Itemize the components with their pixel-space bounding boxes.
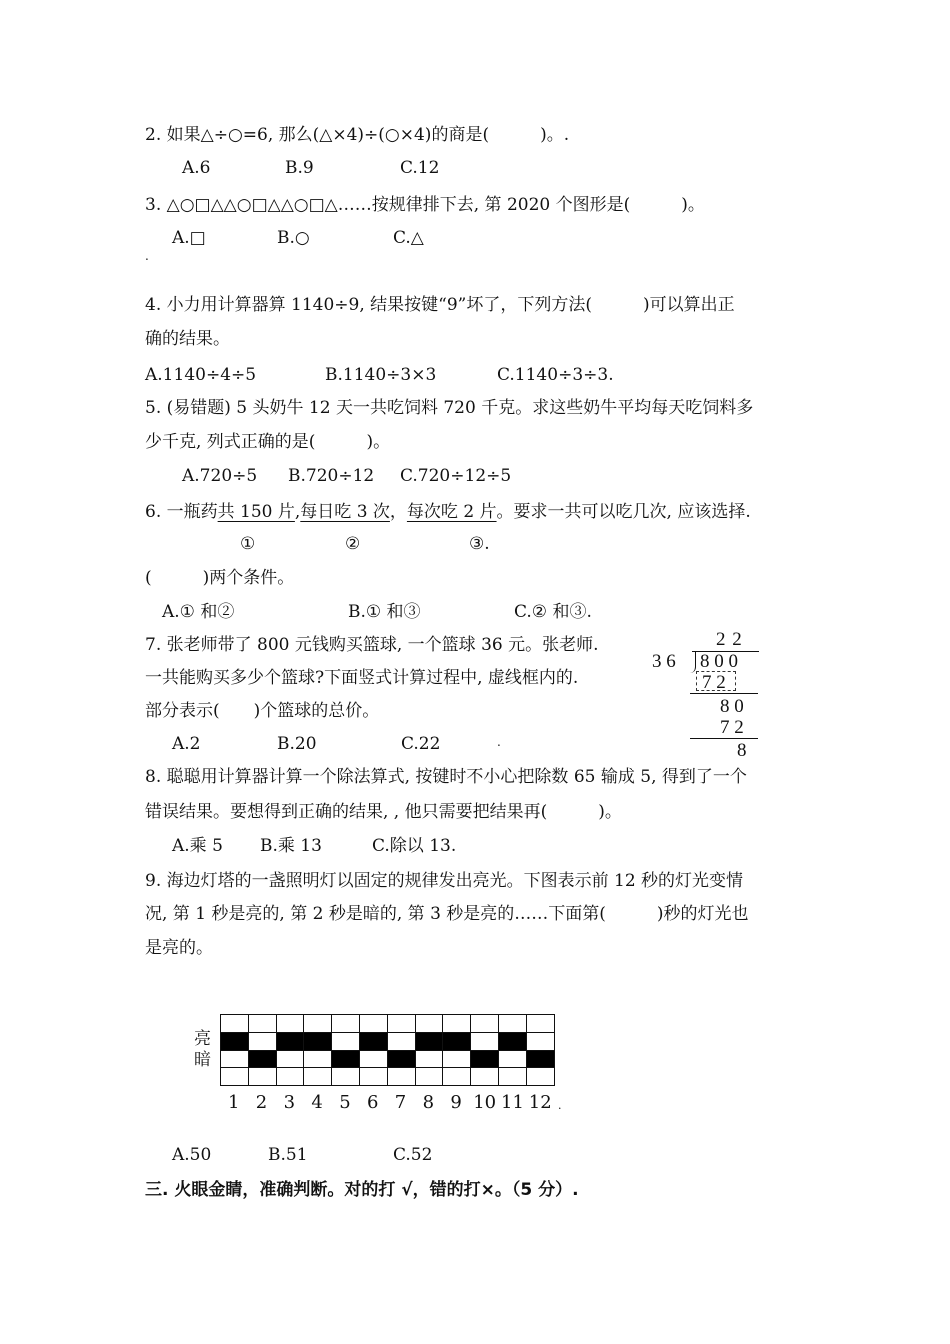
- q8-option-a: A.乘 5: [172, 836, 223, 856]
- grid-row: [221, 1050, 555, 1068]
- empty-cell: [221, 1015, 249, 1033]
- q8-line1: 8. 聪聪用计算器计算一个除法算式, 按键时不小心把除数 65 输成 5, 得到了一个: [145, 767, 747, 787]
- empty-cell: [359, 1015, 387, 1033]
- empty-cell: [304, 1015, 332, 1033]
- empty-cell: [359, 1050, 387, 1068]
- grid-row: [221, 1015, 555, 1033]
- q6-condition-3: 每次吃 2 片: [406, 502, 497, 522]
- bright-cell: [415, 1032, 443, 1050]
- empty-cell: [276, 1015, 304, 1033]
- empty-cell: [276, 1050, 304, 1068]
- tick-label: 11: [501, 1092, 524, 1113]
- q2-option-b: B.9: [285, 158, 314, 178]
- label-bright: 亮: [194, 1029, 211, 1049]
- division-divisor: 3 6: [652, 651, 676, 672]
- q5-line2: 少千克, 列式正确的是( )。: [145, 432, 391, 452]
- q6-option-a: A.① 和②: [162, 602, 235, 622]
- empty-cell: [332, 1032, 360, 1050]
- q6-condition-2: 每日吃 3 次: [300, 502, 390, 522]
- q3-option-a: A.□: [172, 228, 206, 248]
- q7-line2: 一共能购买多少个篮球?下面竖式计算过程中, 虚线框内的.: [145, 668, 579, 688]
- q9-option-c: C.52: [393, 1145, 433, 1165]
- q8-line2: 错误结果。要想得到正确的结果, , 他只需要把结果再( )。: [145, 802, 622, 822]
- q5-option-a: A.720÷5: [182, 466, 258, 486]
- tick-label: 5: [339, 1092, 351, 1113]
- section3-title: 三. 火眼金睛，准确判断。对的打 √，错的打×。（5 分）.: [145, 1180, 579, 1200]
- q5-option-c: C.720÷12÷5: [400, 466, 512, 486]
- empty-cell: [359, 1068, 387, 1086]
- q3-stem: 3. △○□△△○□△△○□△……按规律排下去, 第 2020 个图形是( )。: [145, 195, 705, 215]
- empty-cell: [443, 1050, 471, 1068]
- empty-cell: [415, 1068, 443, 1086]
- bright-cell: [443, 1032, 471, 1050]
- division-rule-2: [690, 738, 758, 739]
- grid-row: [221, 1068, 555, 1086]
- empty-cell: [498, 1015, 526, 1033]
- q8-option-c: C.除以 13.: [372, 836, 457, 856]
- empty-cell: [498, 1068, 526, 1086]
- q4-line2: 确的结果。: [145, 329, 230, 349]
- q4-option-b: B.1140÷3×3: [325, 365, 437, 385]
- label-dark: 暗: [194, 1050, 211, 1070]
- q9-line1: 9. 海边灯塔的一盏照明灯以固定的规律发出亮光。下图表示前 12 秒的灯光变情: [145, 871, 744, 891]
- bright-cell: [276, 1032, 304, 1050]
- empty-cell: [221, 1068, 249, 1086]
- empty-cell: [498, 1050, 526, 1068]
- dark-cell: [526, 1050, 554, 1068]
- q7-line3: 部分表示( )个篮球的总价。: [145, 701, 380, 721]
- q4-line1: 4. 小力用计算器算 1140÷9, 结果按键“9”坏了，下列方法( )可以算出正: [145, 295, 735, 315]
- q9-option-a: A.50: [172, 1145, 212, 1165]
- q5-line1: 5. (易错题) 5 头奶牛 12 天一共吃饲料 720 千克。求这些奶牛平均每天吃饲料多: [145, 398, 754, 418]
- division-dividend: 8 0 0: [700, 651, 738, 672]
- q7-line1: 7. 张老师带了 800 元钱购买篮球, 一个篮球 36 元。张老师.: [145, 635, 599, 655]
- empty-cell: [443, 1015, 471, 1033]
- empty-cell: [471, 1015, 499, 1033]
- division-remainder: 8: [737, 740, 747, 761]
- tick-label: 12: [528, 1092, 552, 1113]
- empty-cell: [471, 1068, 499, 1086]
- empty-cell: [248, 1015, 276, 1033]
- empty-cell: [471, 1032, 499, 1050]
- empty-cell: [221, 1050, 249, 1068]
- division-bracket: [689, 651, 696, 673]
- q6-option-c: C.② 和③.: [514, 602, 592, 622]
- q9-option-b: B.51: [268, 1145, 308, 1165]
- stray-dot: .: [145, 249, 149, 263]
- q7-dot: .: [497, 735, 501, 749]
- q4-option-a: A.1140÷4÷5: [145, 365, 257, 385]
- dark-cell: [248, 1050, 276, 1068]
- division-step2: 8 0: [720, 696, 744, 717]
- empty-cell: [387, 1015, 415, 1033]
- empty-cell: [526, 1032, 554, 1050]
- empty-cell: [526, 1068, 554, 1086]
- q6-line3: ( )两个条件。: [145, 568, 295, 588]
- empty-cell: [304, 1050, 332, 1068]
- bright-cell: [304, 1032, 332, 1050]
- bright-cell: [498, 1032, 526, 1050]
- q6-sep: ,: [294, 502, 301, 522]
- tick-label: 3: [283, 1092, 296, 1113]
- empty-cell: [387, 1032, 415, 1050]
- q6-stem: [145, 504, 751, 521]
- dark-cell: [471, 1050, 499, 1068]
- empty-cell: [415, 1050, 443, 1068]
- q6-suffix: 。要求一共可以吃几次, 应该选择.: [496, 502, 751, 522]
- empty-cell: [387, 1068, 415, 1086]
- tick-label: 8: [422, 1092, 435, 1113]
- tick-label: 4: [311, 1092, 323, 1113]
- q3-option-b: B.○: [277, 228, 310, 248]
- dark-cell: [332, 1050, 360, 1068]
- division-boxed-product: 7 2: [702, 672, 726, 693]
- q6-marker-3: ③.: [469, 534, 490, 554]
- q6-marker-1: ①: [240, 534, 256, 554]
- q9-line3: 是亮的。: [145, 938, 213, 958]
- empty-cell: [304, 1068, 332, 1086]
- q5-option-b: B.720÷12: [288, 466, 375, 486]
- empty-cell: [248, 1032, 276, 1050]
- tick-label: 10: [473, 1092, 497, 1113]
- tick-label: 6: [367, 1092, 379, 1113]
- q6-prefix: 6. 一瓶药: [145, 502, 218, 522]
- q7-option-a: A.2: [172, 734, 201, 754]
- q4-option-c: C.1140÷3÷3.: [497, 365, 614, 385]
- q2-stem: 2. 如果△÷○=6, 那么(△×4)÷(○×4)的商是( )。.: [145, 125, 570, 145]
- q7-option-b: B.20: [277, 734, 317, 754]
- bright-cell: [359, 1032, 387, 1050]
- tick-label: 1: [228, 1092, 240, 1113]
- q6-comma: ，: [389, 502, 407, 522]
- q6-option-b: B.① 和③: [348, 602, 421, 622]
- tick-label: 2: [255, 1092, 268, 1113]
- empty-cell: [415, 1015, 443, 1033]
- q9-line2: 况, 第 1 秒是亮的, 第 2 秒是暗的, 第 3 秒是亮的……下面第( )秒的灯光也: [145, 904, 749, 924]
- division-step3: 7 2: [720, 717, 744, 738]
- empty-cell: [526, 1015, 554, 1033]
- empty-cell: [332, 1015, 360, 1033]
- tick-dot: .: [558, 1099, 562, 1112]
- grid-row: [221, 1032, 555, 1050]
- tick-label: 7: [394, 1092, 407, 1113]
- empty-cell: [276, 1068, 304, 1086]
- tick-label: 9: [450, 1092, 462, 1113]
- light-pattern-grid: [220, 1014, 555, 1086]
- division-quotient: 2 2: [716, 629, 743, 650]
- empty-cell: [332, 1068, 360, 1086]
- q8-option-b: B.乘 13: [260, 836, 322, 856]
- division-rule-1: [690, 693, 758, 694]
- q3-option-c: C.△: [393, 228, 424, 248]
- bright-cell: [221, 1032, 249, 1050]
- empty-cell: [248, 1068, 276, 1086]
- q6-marker-2: ②: [345, 534, 361, 554]
- q2-option-c: C.12: [400, 158, 440, 178]
- q2-option-a: A.6: [182, 158, 211, 178]
- q6-condition-1: 共 150 片: [217, 502, 295, 522]
- q7-option-c: C.22: [401, 734, 441, 754]
- empty-cell: [443, 1068, 471, 1086]
- dark-cell: [387, 1050, 415, 1068]
